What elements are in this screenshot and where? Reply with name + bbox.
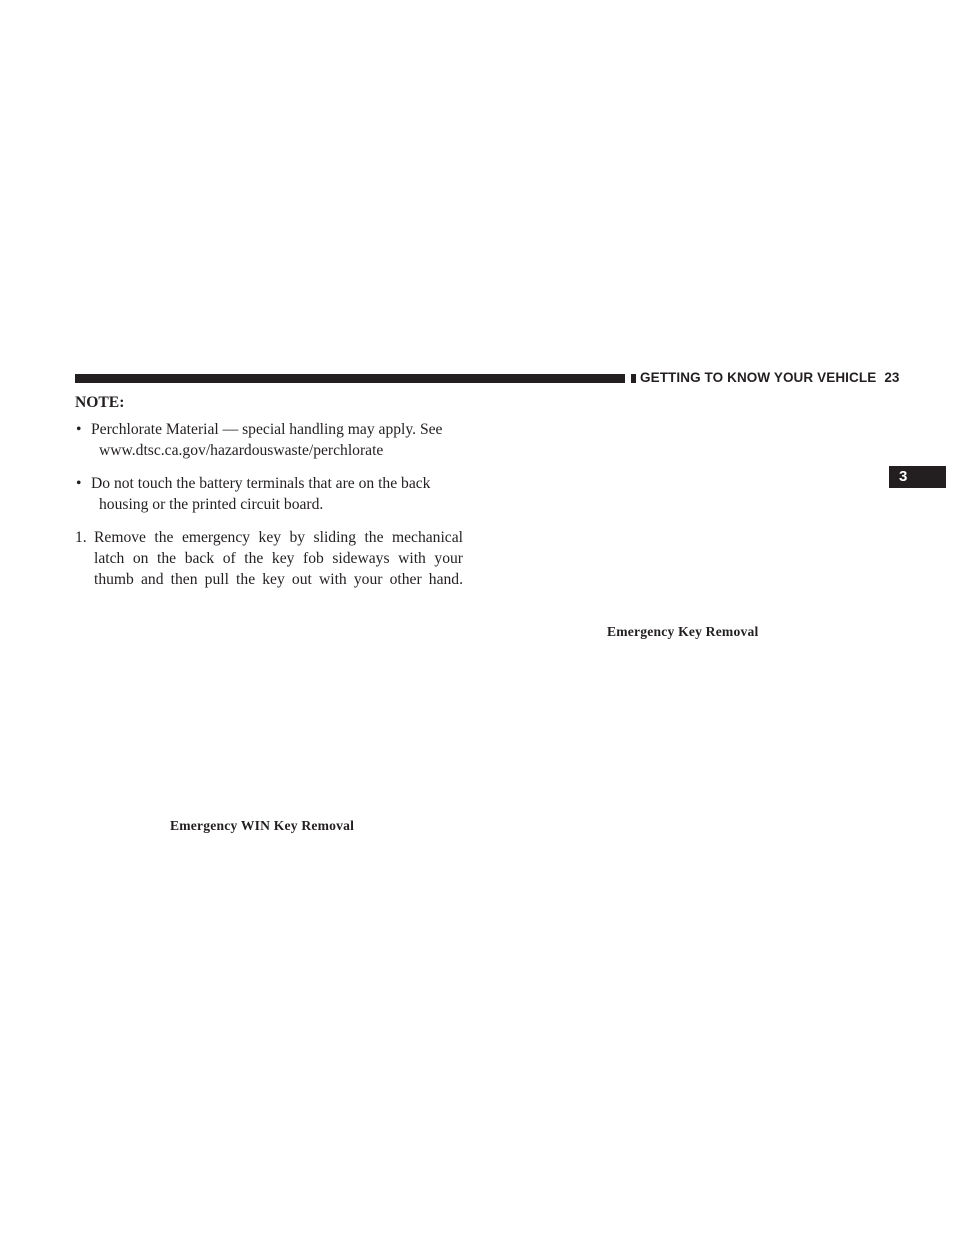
- chapter-tab: 3: [889, 466, 946, 488]
- bullet-text-line1: Do not touch the battery terminals that are on the back: [91, 475, 431, 492]
- bullet-text-line2: www.dtsc.ca.gov/hazardouswaste/perchlorate: [99, 442, 384, 459]
- header-rule: [75, 374, 625, 383]
- note-bullet-perchlorate: [75, 419, 463, 461]
- bullet-text-line1: Perchlorate Material — special handling may apply. See: [91, 421, 443, 438]
- bullet-icon: •: [76, 475, 82, 492]
- note-bullet-battery-terminals: [75, 473, 463, 515]
- step-text-line2: latch on the back of the key fob sideways with your: [94, 550, 463, 567]
- main-content: [75, 392, 463, 590]
- bullet-text-line2: housing or the printed circuit board.: [99, 496, 324, 513]
- step-text-line3: thumb and then pull the key out with your other hand.: [94, 571, 463, 588]
- bullet-icon: •: [76, 421, 82, 438]
- section-title: GETTING TO KNOW YOUR VEHICLE: [640, 370, 877, 385]
- step-number: 1.: [75, 529, 87, 546]
- figure-caption-emergency-key-removal: Emergency Key Removal: [607, 624, 759, 639]
- running-header: [636, 368, 900, 388]
- step-1: [75, 527, 463, 590]
- figure-caption-emergency-win-key-removal: Emergency WIN Key Removal: [170, 818, 355, 833]
- step-text-line1: Remove the emergency key by sliding the mechanical: [94, 529, 463, 546]
- note-heading: NOTE:: [75, 394, 125, 411]
- page-number: 23: [884, 370, 900, 385]
